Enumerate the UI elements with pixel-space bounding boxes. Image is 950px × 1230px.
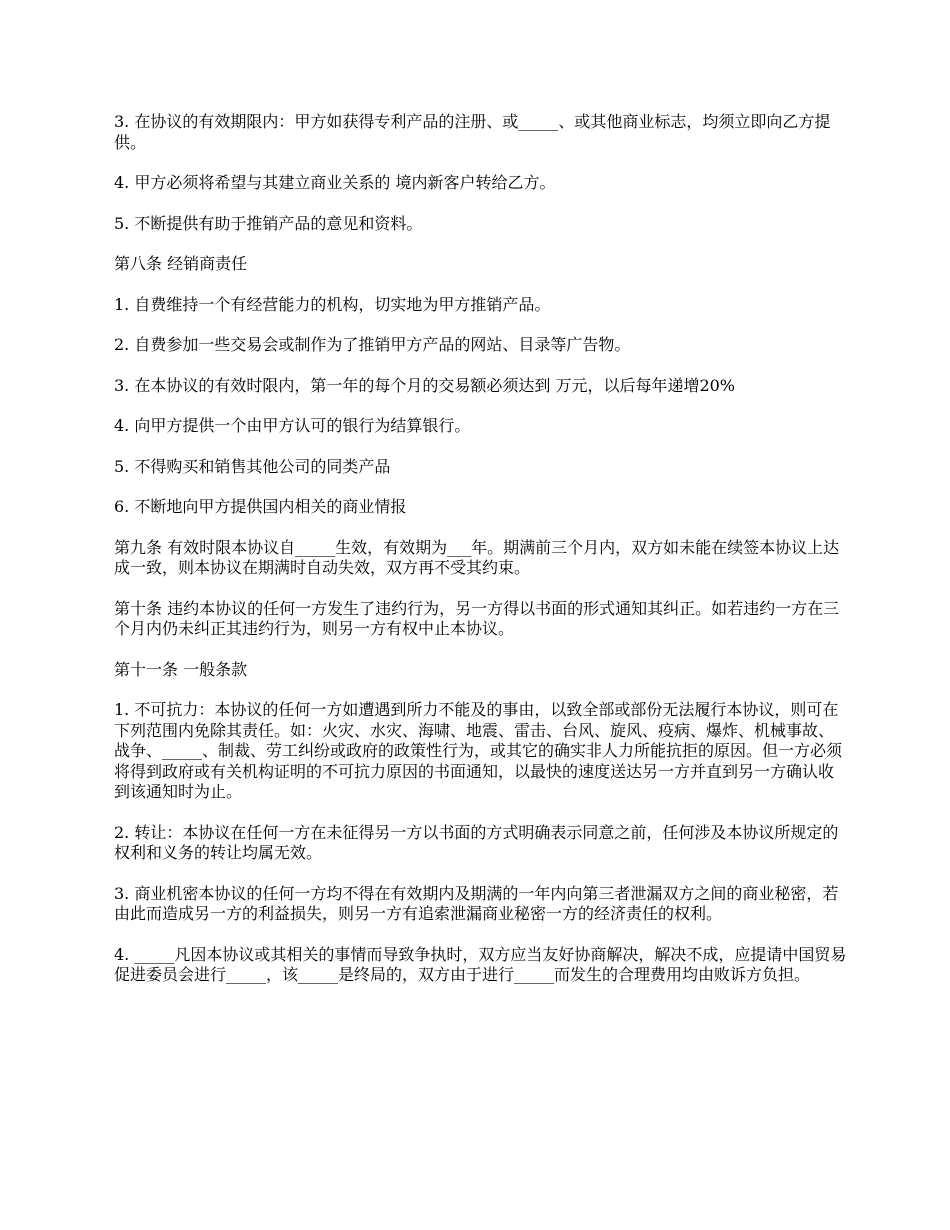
clause-8-3: 3. 在本协议的有效时限内，第一年的每个月的交易额必须达到 万元，以后每年递增20% (114, 375, 736, 395)
clause-8-6: 6. 不断地向甲方提供国内相关的商业情报 (114, 497, 407, 516)
clause-11-2-transfer: 2. 转让：本协议在任何一方在未征得另一方以书面的方式明确表示同意之前，任何涉及本协议所规定的权利和义务的转让均属无效。 (114, 822, 839, 862)
document-body (114, 112, 848, 1006)
article-10: 第十条 违约本协议的任何一方发生了违约行为，另一方得以书面的形式通知其纠正。如若违约一方在三个月内仍未纠正其违约行为，则另一方有权中止本协议。 (114, 598, 840, 638)
clause-8-4: 4. 向甲方提供一个由甲方认可的银行为结算银行。 (114, 416, 471, 435)
article-11-heading: 第十一条 一般条款 (114, 659, 248, 679)
clause-7-5: 5. 不断提供有助于推销产品的意见和资料。 (114, 213, 423, 233)
article-9: 第九条 有效时限本协议自_____生效，有效期为___年。期满前三个月内，双方如未能在续签本协议上达成一致，则本协议在期满时自动失效，双方再不受其约束。 (114, 537, 840, 577)
clause-11-1-force-majeure: 1. 不可抗力：本协议的任何一方如遭遇到所力不能及的事由，以致全部或部份无法履行本协议，则可在下列范围内免除其责任。如：火灾、水灾、海啸、地震、雷击、台风、旋风、疫病、爆炸、机械事故、战争、_____、制裁、劳工纠纷或政府的政策性行为，或其它的确实非人力所能抗拒的原因。但一方必须将得到政府或有关机构证明的不可抗力原因的书面通知，以最快的速度送达另一方并直到另一方确认收到该通知时为止。 (114, 700, 843, 801)
clause-11-3-confidentiality: 3. 商业机密本协议的任何一方均不得在有效期内及期满的一年内向第三者泄漏双方之间的商业秘密，若由此而造成另一方的利益损失，则另一方有追索泄漏商业秘密一方的经济责任的权利。 (114, 883, 839, 923)
clause-8-1: 1. 自费维持一个有经营能力的机构，切实地为甲方推销产品。 (114, 294, 551, 314)
clause-7-3: 3. 在协议的有效期限内：甲方如获得专利产品的注册、或_____、或其他商业标志，均须立即向乙方提供。 (114, 112, 831, 152)
clause-11-4-arbitration: 4. _____凡因本协议或其相关的事情而导致争执时，双方应当友好协商解决，解决不成，应提请中国贸易促进委员会进行_____，该_____是终局的，双方由于进行_____而发生的合理费用均由败诉方负担。 (114, 944, 847, 984)
clause-8-2: 2. 自费参加一些交易会或制作为了推销甲方产品的网站、目录等广告物。 (114, 335, 631, 354)
clause-7-4: 4. 甲方必须将希望与其建立商业关系的 境内新客户转给乙方。 (114, 173, 556, 192)
clause-8-5: 5. 不得购买和销售其他公司的同类产品 (114, 456, 391, 476)
article-8-heading: 第八条 经销商责任 (114, 254, 248, 273)
